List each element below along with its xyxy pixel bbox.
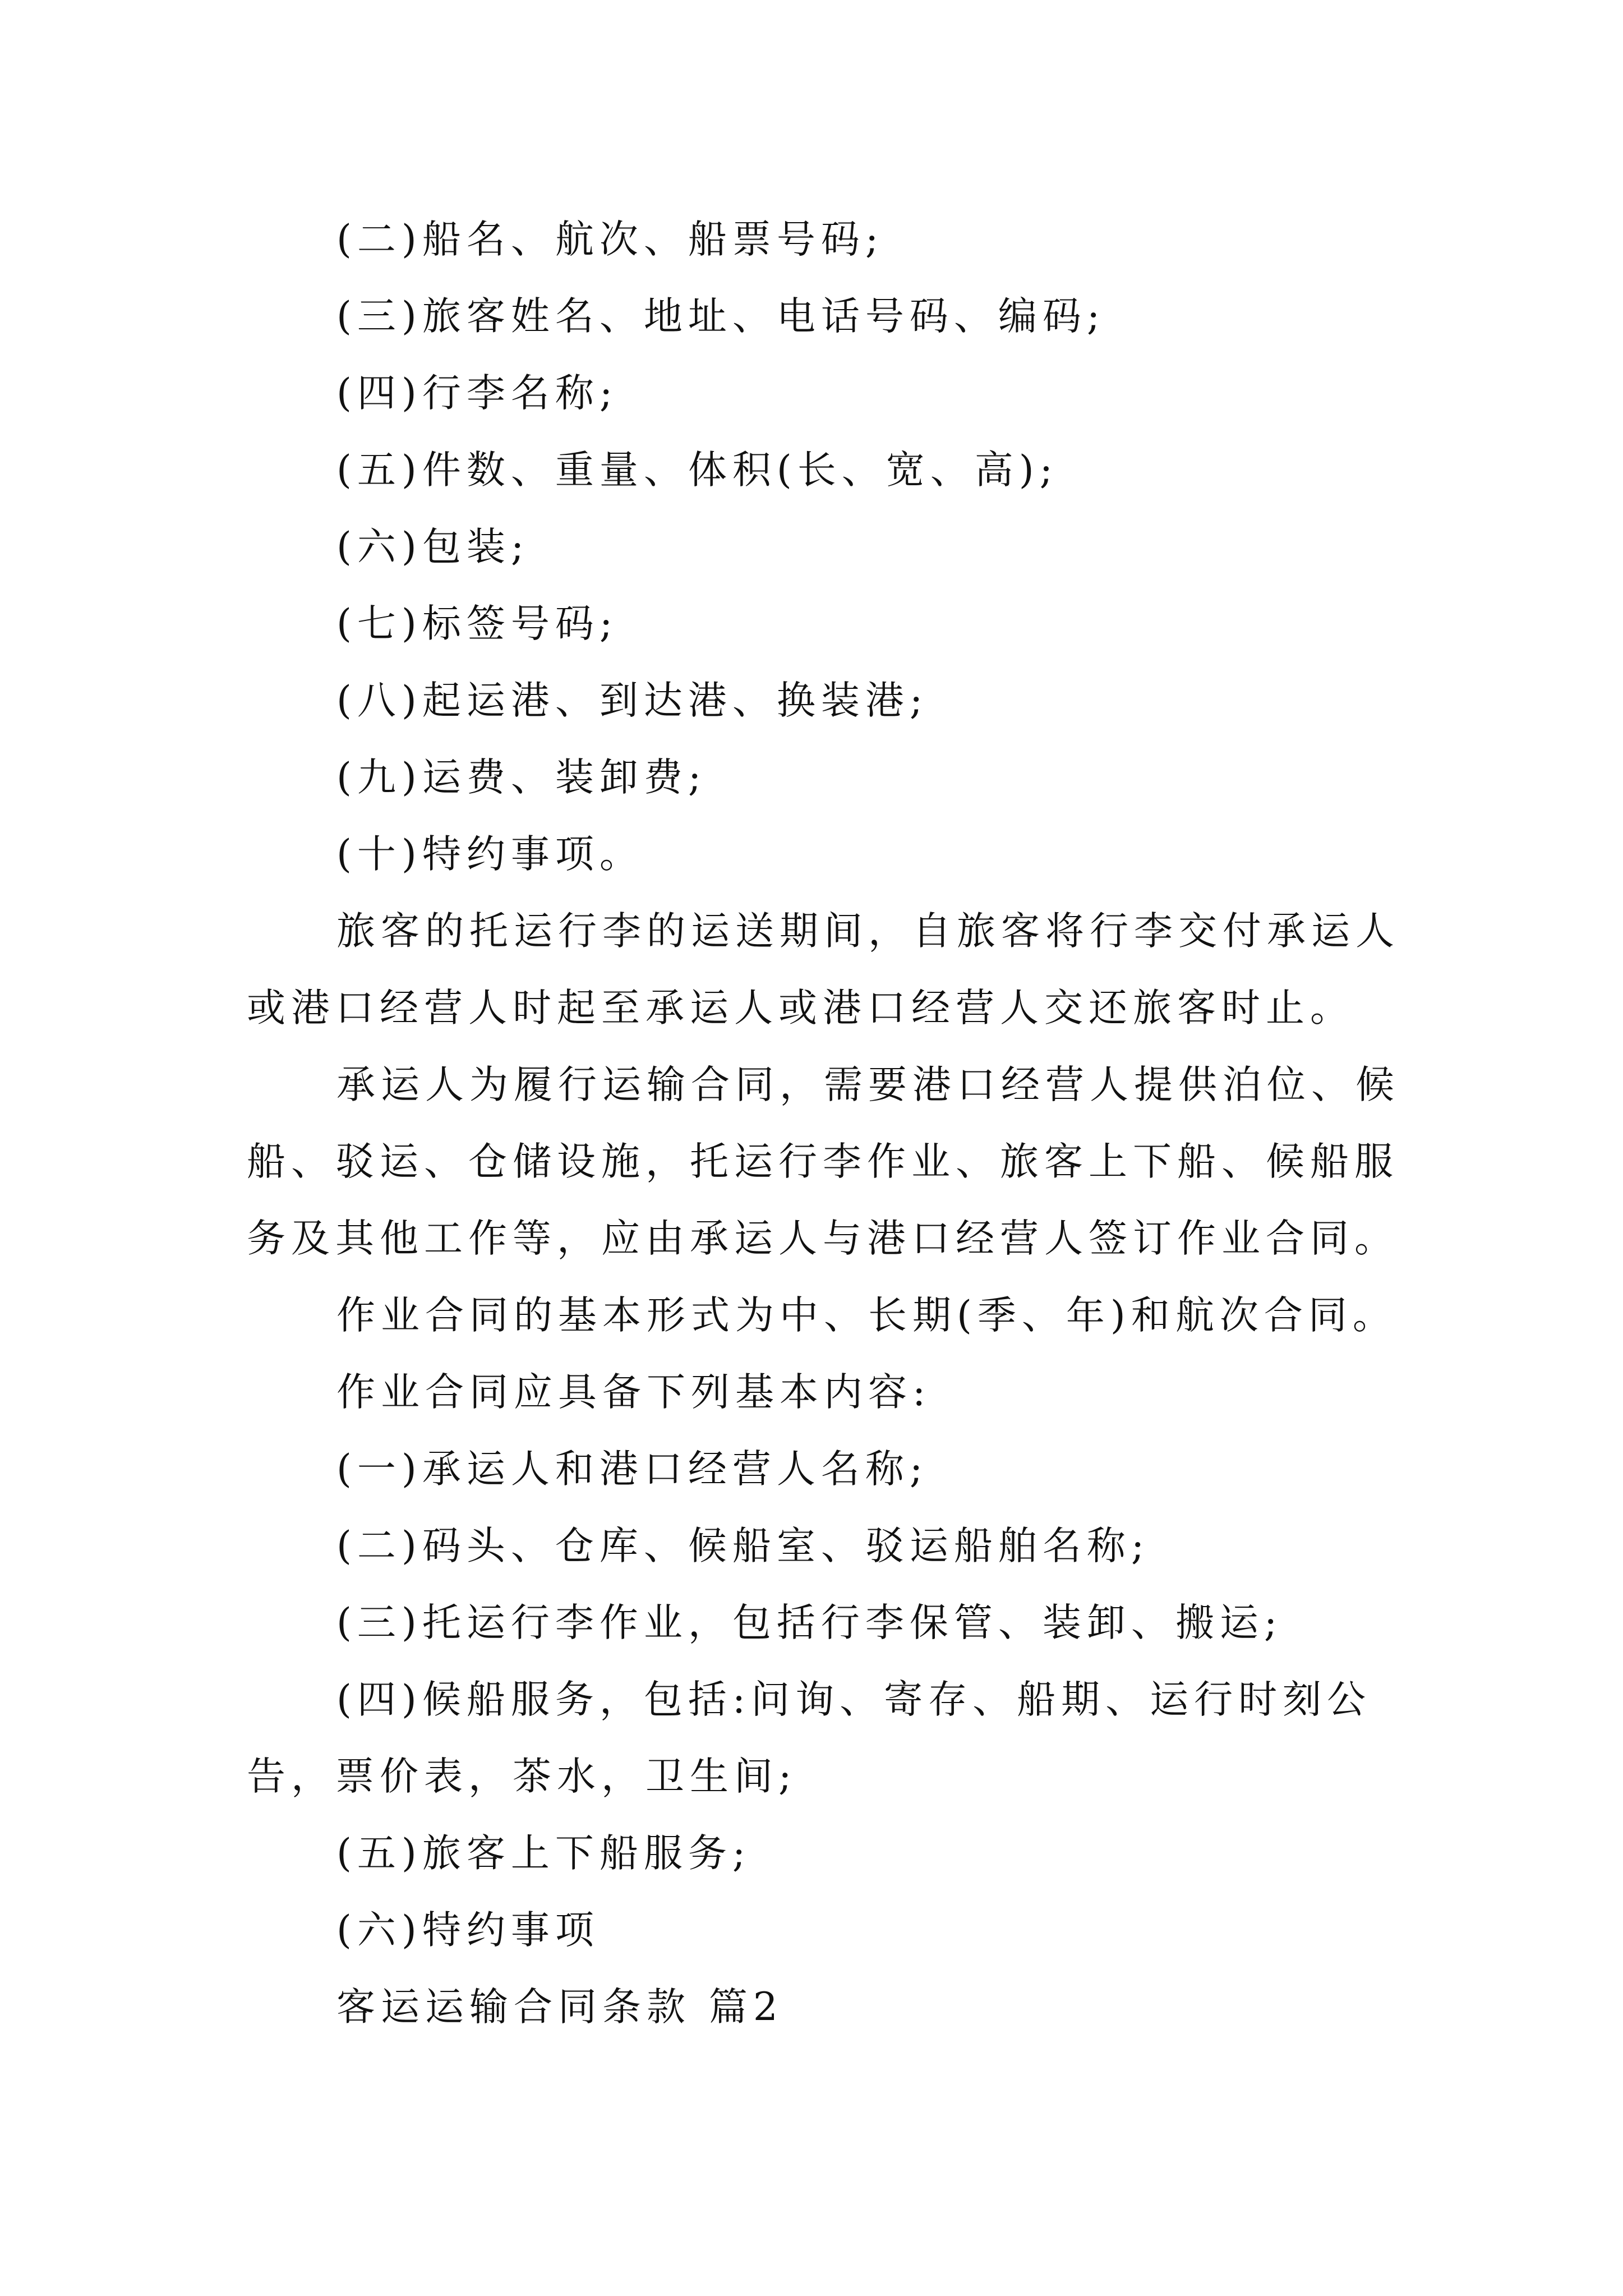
list-item: (八)起运港、到达港、换装港;: [336, 678, 929, 723]
list-item: (六)包装;: [336, 524, 530, 569]
list-item: (七)标签号码;: [336, 601, 619, 646]
paragraph-line: 务及其他工作等，应由承运人与港口经营人签订作业合同。: [247, 1216, 1399, 1261]
paragraph-line: 船、驳运、仓储设施，托运行李作业、旅客上下船、候船服: [247, 1139, 1399, 1184]
list-item: (四)行李名称;: [336, 371, 619, 416]
list-item: (一)承运人和港口经营人名称;: [336, 1447, 929, 1492]
list-item: (四)候船服务，包括:问询、寄存、船期、运行时刻公: [336, 1677, 1372, 1722]
list-item: (五)旅客上下船服务;: [336, 1831, 751, 1876]
list-item: (十)特约事项。: [336, 832, 644, 877]
list-item: (二)船名、航次、船票号码;: [336, 217, 884, 262]
list-item: 告，票价表，茶水，卫生间;: [247, 1754, 797, 1799]
list-item: (二)码头、仓库、候船室、驳运船舶名称;: [336, 1524, 1150, 1568]
list-item: (三)旅客姓名、地址、电话号码、编码;: [336, 294, 1106, 339]
list-item: (六)特约事项: [336, 1908, 600, 1953]
list-item: (五)件数、重量、体积(长、宽、高);: [336, 448, 1058, 493]
paragraph-line: 作业合同应具备下列基本内容:: [336, 1370, 932, 1415]
paragraph-line: 承运人为履行运输合同，需要港口经营人提供泊位、候: [336, 1062, 1400, 1107]
paragraph-line: 作业合同的基本形式为中、长期(季、年)和航次合同。: [336, 1293, 1397, 1338]
list-item: (三)托运行李作业，包括行李保管、装卸、搬运;: [336, 1600, 1283, 1645]
paragraph-line: 旅客的托运行李的运送期间，自旅客将行李交付承运人: [336, 909, 1400, 954]
section-heading: 客运运输合同条款 篇2: [336, 1985, 783, 2030]
paragraph-line: 或港口经营人时起至承运人或港口经营人交还旅客时止。: [247, 986, 1354, 1030]
list-item: (九)运费、装卸费;: [336, 755, 707, 800]
